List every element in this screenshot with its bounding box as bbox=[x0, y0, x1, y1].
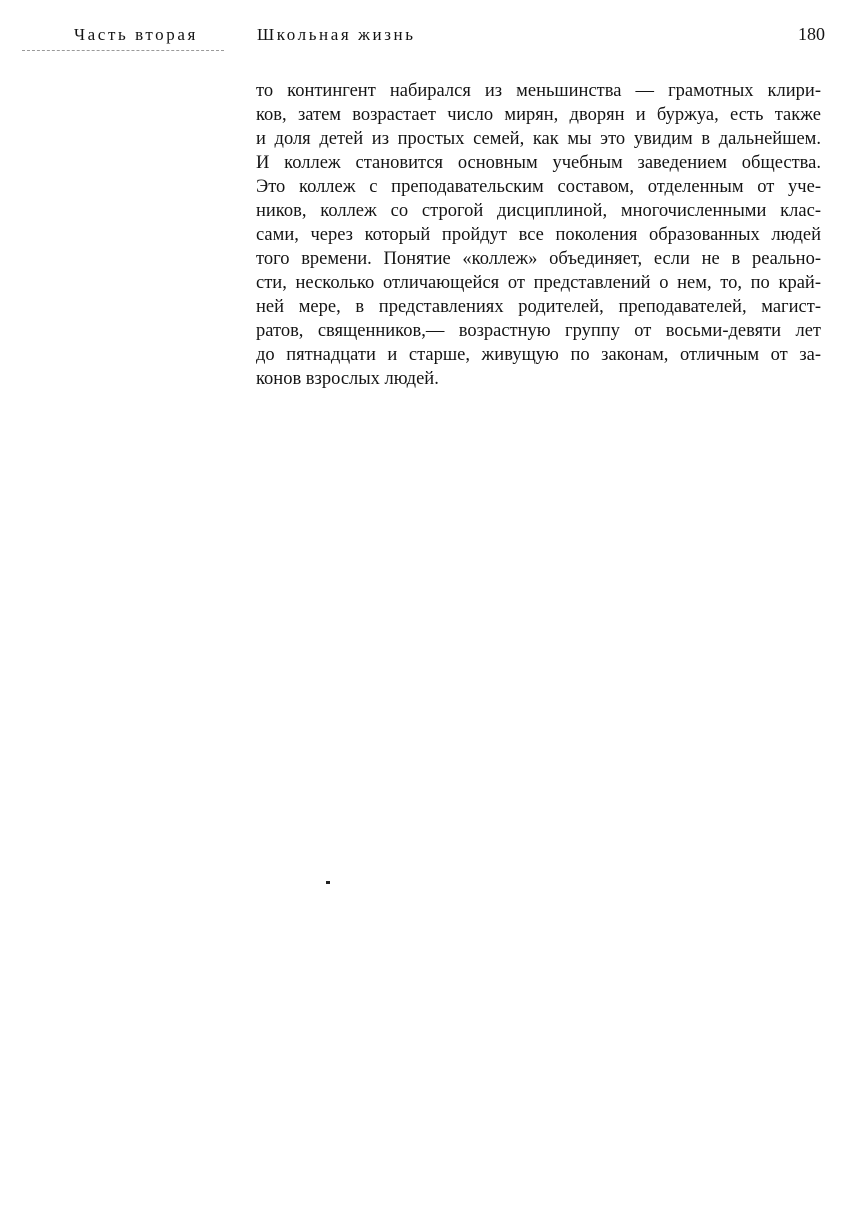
header-rule bbox=[22, 50, 224, 51]
running-header-part-title: Часть вторая bbox=[74, 25, 198, 44]
text-line: сти, несколько отличающейся от представлений о нем, то, по край- bbox=[256, 273, 821, 293]
text-line: до пятнадцати и старше, живущую по законам, отличным от за- bbox=[256, 345, 821, 365]
text-line: Это коллеж с преподавательским составом, отделенным от уче- bbox=[256, 177, 821, 197]
text-line: ней мере, в представлениях родителей, преподавателей, магист- bbox=[256, 297, 821, 317]
text-line: ратов, священников,— возрастную группу от восьми-девяти лет bbox=[256, 321, 821, 341]
running-header-chapter-title: Школьная жизнь bbox=[257, 25, 416, 44]
text-line: то контингент набирался из меньшинства — грамотных клири- bbox=[256, 81, 821, 101]
body-text bbox=[256, 79, 821, 391]
text-line: И коллеж становится основным учебным заведением общества. bbox=[256, 153, 821, 173]
text-line: ков, затем возрастает число мирян, дворян и буржуа, есть также bbox=[256, 105, 821, 125]
text-line: того времени. Понятие «коллеж» объединяет, если не в реально- bbox=[256, 249, 821, 269]
text-line: ников, коллеж со строгой дисциплиной, многочисленными клас- bbox=[256, 201, 821, 221]
text-line: конов взрослых людей. bbox=[256, 369, 439, 389]
stray-ink-mark bbox=[326, 881, 330, 884]
text-line: и доля детей из простых семей, как мы это увидим в дальнейшем. bbox=[256, 129, 821, 149]
text-line: сами, через который пройдут все поколения образованных людей bbox=[256, 225, 821, 245]
page-number: 180 bbox=[798, 24, 825, 44]
